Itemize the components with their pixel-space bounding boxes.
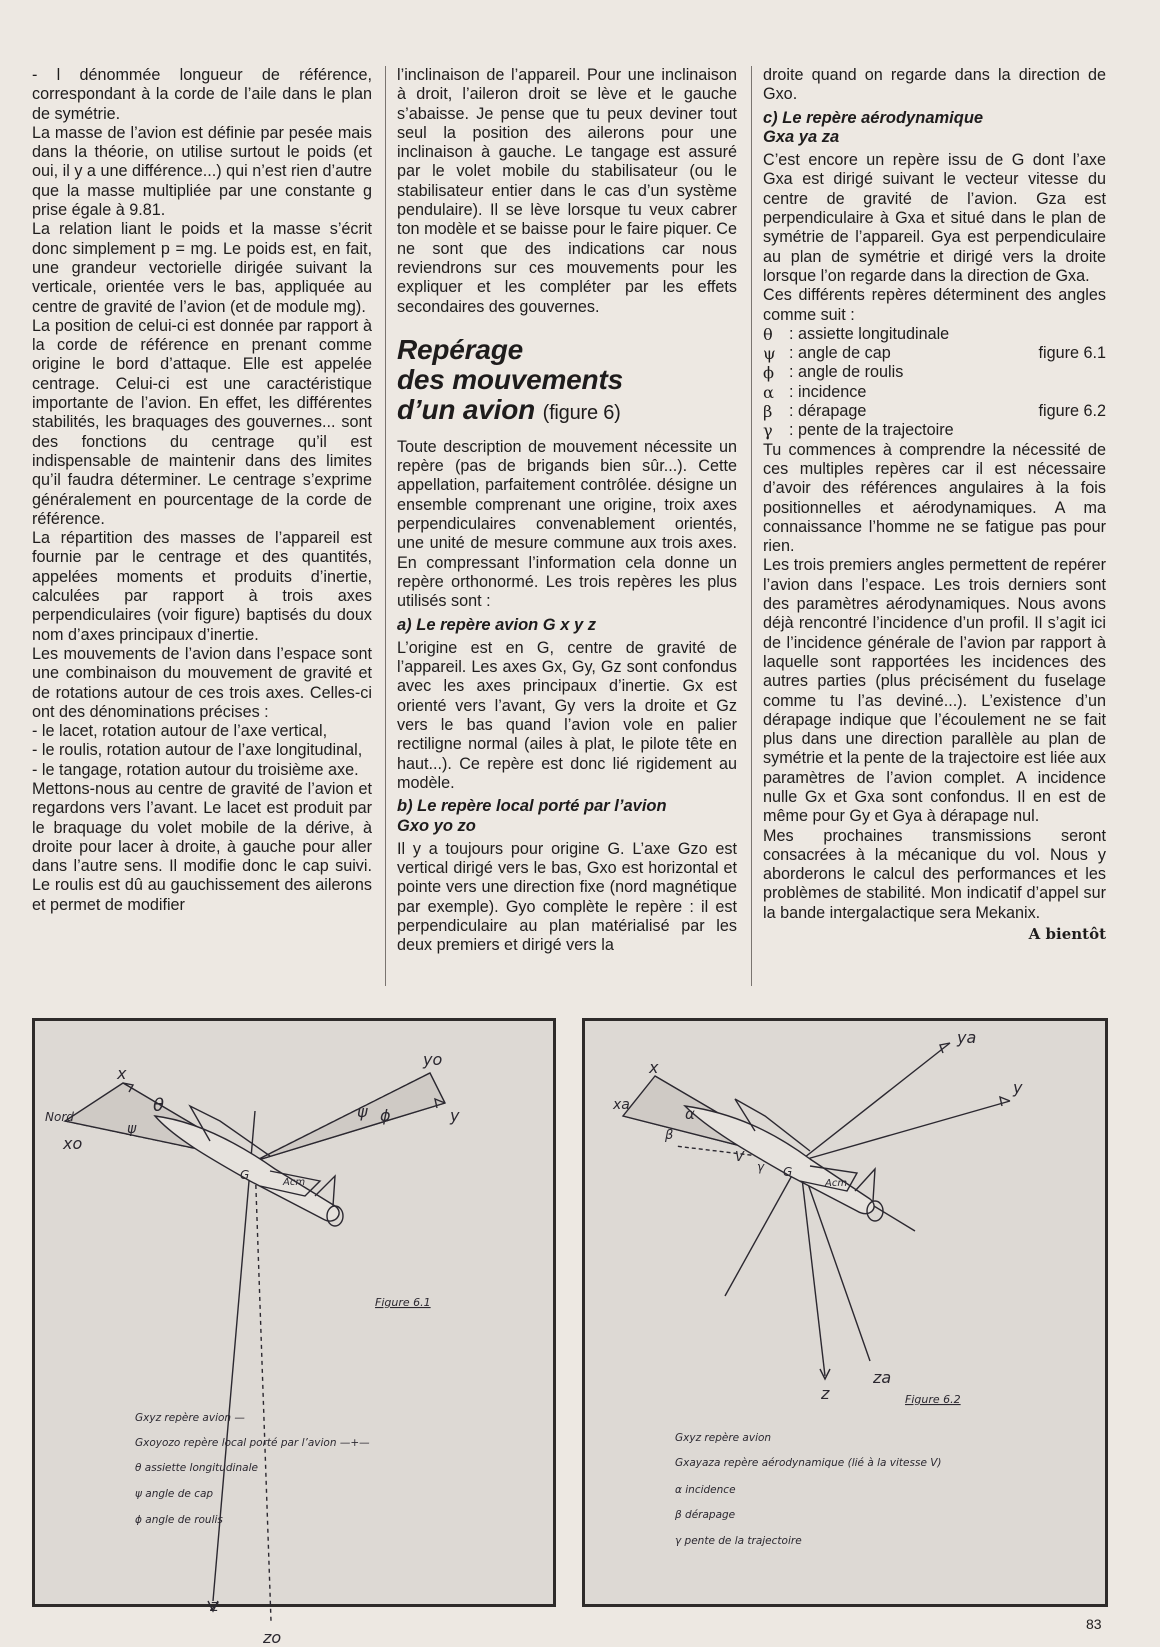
svg-text:zo: zo (263, 1628, 282, 1647)
paragraph: Les trois premiers angles permettent de repérer l’avion dans l’espace. Les trois derniers sont des paramètres aérodynamiques. Nous avons déjà rencontré l’incidence d’un profil. Il s’agit ici de l’incidence générale de l’avion par rapport à laquelle sont rapportées les incidences des autres parties (plus précisément du fuselage comme tu l’as deviné...). L’existence d’un dérapage indique que l’écoulement ne se fait plus dans une direction parallèle au plan de symétrie et la pente de la trajectoire est liée aux paramètres de l’avion complet. A incidence nulle Gx et Gxa sont confondus. Il en est de même pour Gy et Gya à dérapage nul. (763, 556, 1106, 826)
list-item: - le lacet, rotation autour de l’axe vertical, (32, 722, 328, 741)
svg-text:ψ angle de cap: ψ angle de cap (135, 1488, 214, 1500)
paragraph: Mes prochaines transmissions seront consacrées à la mécanique du vol. Nous y aborderons le calcul des performances et les problèmes de stabilité. Mon indicatif d’appel sur la bande intergalactique sera Mekanix. (763, 826, 1106, 922)
figure-6-1-legend (135, 1412, 370, 1526)
paragraph: La position de celui-ci est donnée par rapport à la corde de référence en prenant comme origine le bord d’attaque. Elle est appelée centrage. Celui-ci est une caractéristique importante de l’avion. En effet, les différentes stabilités, les braquages des gouvernes... sont des fonctions du centrage qu’il est indispensable de maintenir dans des limites qu’il faudra déterminer. Le centrage s’exprime généralement en pourcentage de la corde de référence. (32, 316, 372, 528)
paragraph: Il y a toujours pour origine G. L’axe Gzo est vertical dirigé vers le bas, Gxo est horizontal et pointe vers une direction fixe (nord magnétique par exemple). Gyo complète le repère : il est perpendiculaire au plan matérialisé par les deux premiers et dirigé vers la (397, 839, 737, 955)
angle-item: ϕ : angle de roulis (763, 363, 904, 383)
svg-text:θ: θ (153, 1095, 165, 1116)
paragraph: Mettons-nous au centre de gravité de l’avion et regardons vers l’avant. Le lacet est produit par le braquage du volet mobile de la dérive, à droite pour lacer à droite, à gauche pour aller dans l’autre sens. Il modifie donc le cap suivi. Le roulis est dû au gauchissement des ailerons et permet de modifier (32, 779, 372, 914)
signoff: A bientôt (1028, 925, 1106, 944)
section-heading: Repérage des mouvements d’un avion (figure 6) (397, 333, 623, 425)
subsection-title-c: c) Le repère aérodynamique (763, 108, 984, 127)
paragraph: - l dénommée longueur de référence, correspondant à la corde de l’aile dans le plan de symétrie. (32, 66, 372, 123)
svg-text:G: G (783, 1165, 793, 1179)
paragraph: Ces différents repères déterminent des angles comme suit : (763, 286, 1106, 324)
svg-text:z: z (210, 1596, 219, 1615)
svg-text:x: x (117, 1064, 127, 1083)
figure-6-2 (582, 1018, 1108, 1607)
angle-item: ψ : angle de cap figure 6.1 (763, 344, 1106, 364)
paragraph: l’inclinaison de l’appareil. Pour une inclinaison à droit, l’aileron droit se lève et le gauche s’abaisse. Je pense que tu peux deviner tout seul la position des ailerons pour une inclinaison à gauche. Le tangage est assuré par le volet mobile du stabilisateur (ou le stabilisateur entier dans le cas d’un système pendulaire). Il se lève lorsque tu veux cabrer ton modèle et se baisse pour le faire piquer. Ce ne sont que des indications car nous reviendrons sur ces mouvements pour les expliquer et les compléter par les effets secondaires des gouvernes. (397, 66, 737, 316)
column-3 (763, 66, 1106, 944)
svg-text:β dérapage: β dérapage (675, 1509, 736, 1521)
svg-text:Nord: Nord (45, 1110, 74, 1124)
angle-item: θ : assiette longitudinale (763, 324, 950, 344)
svg-text:ψ: ψ (357, 1102, 368, 1121)
svg-text:θ assiette longitudinale: θ assiette longitudinale (135, 1462, 258, 1474)
svg-text:ϕ: ϕ (380, 1106, 391, 1125)
list-item: - le tangage, rotation autour du troisième axe. (32, 760, 359, 779)
column-divider (751, 66, 752, 986)
svg-text:xo: xo (63, 1134, 83, 1153)
angle-item: β : dérapage figure 6.2 (763, 402, 1106, 422)
svg-text:Gxyz repère avion —: Gxyz repère avion — (135, 1412, 245, 1424)
figure-6-2-legend (674, 1432, 942, 1547)
figure-6-1 (32, 1018, 556, 1647)
svg-text:y: y (450, 1106, 460, 1125)
svg-text:z: z (821, 1384, 830, 1403)
paragraph: L’origine est en G, centre de gravité de l’appareil. Les axes Gx, Gy, Gz sont confondus avec les axes principaux d’inertie. Gx est orienté vers l’avant, Gy vers la droite et Gz vers le bas quand l’avion vole en palier rectiligne normal (ailes à plat, le pilote tête en haut...). Ce repère est donc lié rigidement au modèle. (397, 638, 737, 792)
svg-text:Gxyz repère avion: Gxyz repère avion (675, 1432, 772, 1444)
paragraph: Tu commences à comprendre la nécessité de ces multiples repères car il est nécessaire d’avoir des références angulaires à la fois positionnelles et aérodynamiques. A ma connaissance l’homme ne se fatigue pas pour rien. (763, 440, 1106, 556)
column-1 (32, 66, 372, 915)
svg-text:V: V (735, 1150, 744, 1165)
svg-text:α: α (685, 1105, 695, 1123)
paragraph: La relation liant le poids et la masse s’écrit donc simplement p = mg. Le poids est, en fait, une grandeur vectorielle dirigée suivant la verticale, orientée vers le bas, appliquée au centre de gravité de l’avion (et de module mg). (32, 220, 372, 316)
svg-text:γ: γ (757, 1160, 765, 1174)
svg-text:yo: yo (423, 1050, 443, 1069)
page-number: 83 (1086, 1616, 1102, 1632)
svg-text:ya: ya (957, 1028, 977, 1047)
svg-text:Gxayaza repère aérodynamique (: Gxayaza repère aérodynamique (lié à la vitesse V) (675, 1457, 942, 1469)
figure-6-2-drawing (585, 1021, 1105, 1604)
subsection-title-c-axes: Gxa ya za (763, 127, 840, 146)
svg-text:Gxoyozo repère local porté par: Gxoyozo repère local porté par l’avion —+— (135, 1437, 370, 1449)
svg-text:xa: xa (613, 1097, 630, 1113)
paragraph: Toute description de mouvement nécessite un repère (pas de brigands bien sûr...). Cette appellation, parfaitement contrôlée. désigne un ensemble comprenant une origine, troix axes perpendiculaires convenablement orientés, une unité de mesure commune aux trois axes. En compressant l’information cela donne un repère orthonormé. Les trois repères les plus utilisés sont : (397, 437, 737, 611)
svg-text:β: β (665, 1128, 674, 1143)
svg-text:x: x (649, 1058, 659, 1077)
paragraph: La masse de l’avion est définie par pesée mais dans la théorie, on utilise surtout le poids (et oui, il y a une différence...) qui n’est rien d’autre que la masse multipliée par une constante g prise égale à 9.81. (32, 123, 372, 220)
figure-caption: Figure 6.1 (375, 1296, 431, 1309)
svg-text:α incidence: α incidence (675, 1484, 736, 1496)
paragraph: C’est encore un repère issu de G dont l’axe Gxa est dirigé suivant le vecteur vitesse du centre de gravité de l’avion. Gza est perpendiculaire à Gxa et situé dans le plan de symétrie de l’appareil. Gya est perpendiculaire au plan de symétrie et dirigé vers la droite lorsque l’on regarde dans la direction de Gxa. (763, 151, 1106, 285)
paragraph: Les mouvements de l’avion dans l’espace sont une combinaison du mouvement de gravité et de rotations autour de ces trois axes. Celles-ci ont des dénominations précises : (32, 644, 372, 721)
svg-text:za: za (873, 1368, 892, 1387)
figure-6-1-drawing (35, 1021, 553, 1647)
svg-text:ψ: ψ (127, 1121, 137, 1137)
angle-item: α : incidence (763, 382, 867, 402)
subsection-title-b: b) Le repère local porté par l’avion (397, 797, 667, 816)
figure-caption: Figure 6.2 (905, 1393, 961, 1406)
angle-item: γ : pente de la trajectoire (763, 421, 954, 441)
svg-text:y: y (1013, 1078, 1023, 1097)
angle-list (763, 325, 1106, 441)
svg-text:G: G (240, 1168, 250, 1182)
svg-text:Acm: Acm (825, 1178, 848, 1189)
subsection-title-a: a) Le repère avion G x y z (397, 615, 596, 634)
column-2 (397, 66, 737, 956)
paragraph: La répartition des masses de l’appareil est fournie par le centrage et des quantités, appelées moments et produits d’inertie, calculées par rapport à trois axes perpendiculaires (voir figure) baptisés du doux nom d’axes principaux d’inertie. (32, 529, 372, 644)
svg-text:γ pente de la trajectoire: γ pente de la trajectoire (675, 1535, 802, 1547)
paragraph: droite quand on regarde dans la direction de Gxo. (763, 66, 1106, 104)
list-item: - le roulis, rotation autour de l’axe longitudinal, (32, 741, 363, 760)
svg-text:ϕ angle de roulis: ϕ angle de roulis (135, 1514, 223, 1526)
column-divider (385, 66, 386, 986)
subsection-title-b-axes: Gxo yo zo (397, 816, 476, 835)
svg-text:Acm: Acm (283, 1177, 306, 1188)
